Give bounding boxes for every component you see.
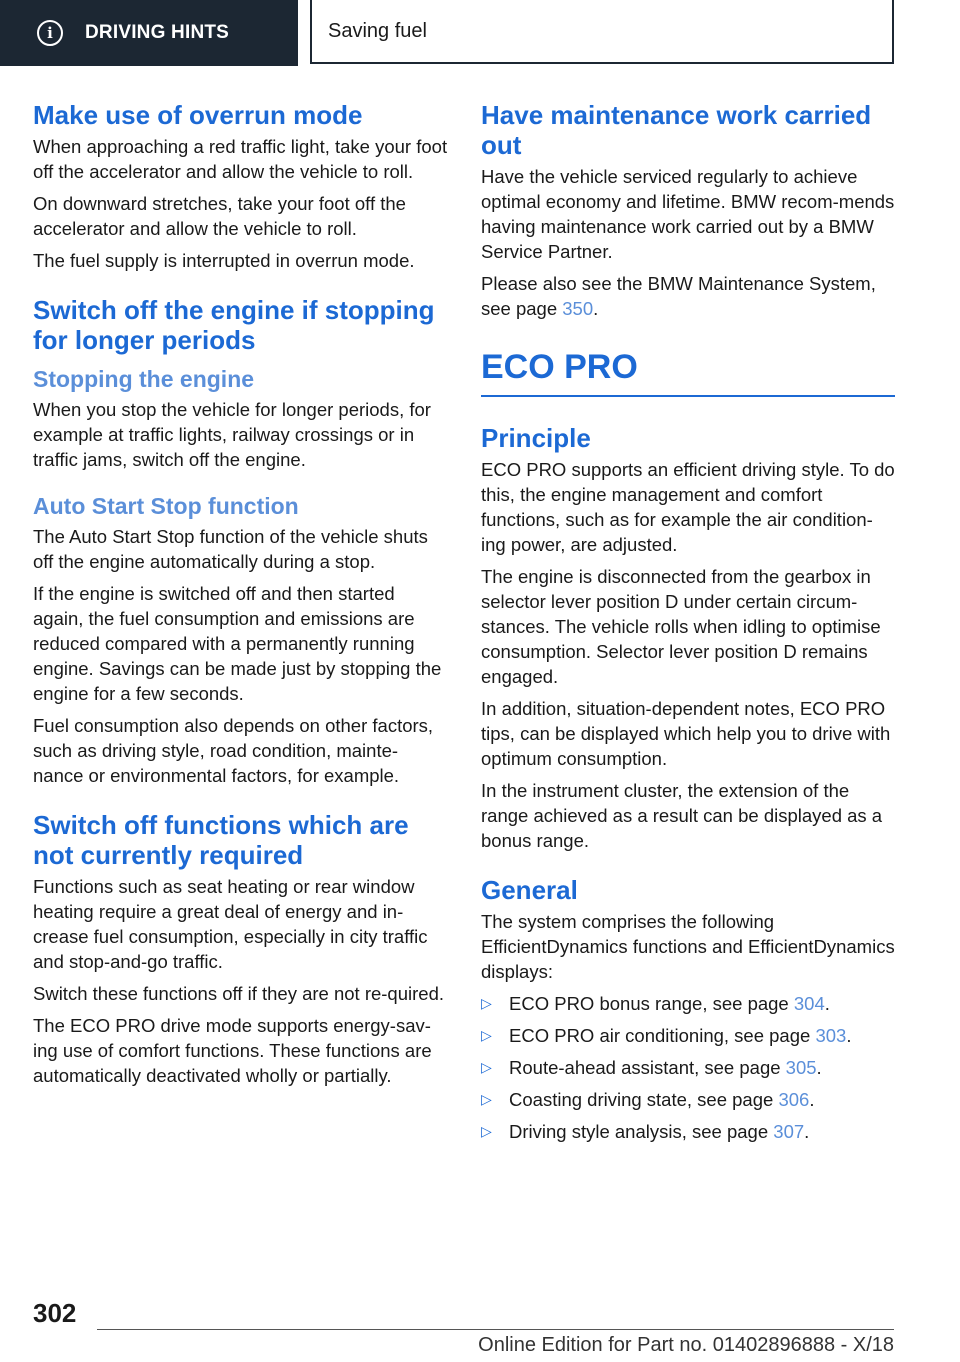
list-item-text: Driving style analysis, see page <box>509 1121 774 1142</box>
function-list <box>481 991 895 1144</box>
section-maintenance <box>481 100 895 321</box>
triangle-bullet-icon: ▷ <box>481 1027 492 1043</box>
subheading-auto-start-stop: Auto Start Stop function <box>33 493 299 519</box>
page-link-350[interactable]: 350 <box>562 298 594 319</box>
right-column <box>481 100 895 1166</box>
heading-switch-off-functions: Switch off functions which are not currently required <box>33 810 409 870</box>
paragraph: In addition, situation-dependent notes, ECO PRO tips, can be displayed which help you to drive with optimum consumption. <box>481 698 891 769</box>
paragraph: The ECO PRO drive mode supports energy-sav-ing use of comfort functions. These functions are automatically deactivated wholly or partially. <box>33 1015 432 1086</box>
triangle-bullet-icon: ▷ <box>481 1123 492 1139</box>
section-switch-off-engine <box>33 295 448 788</box>
info-icon: i <box>37 20 63 46</box>
page-link-303[interactable]: 303 <box>815 1025 847 1046</box>
list-item-text: ECO PRO bonus range, see page <box>509 993 794 1014</box>
heading-general: General <box>481 875 578 905</box>
paragraph: The Auto Start Stop function of the vehicle shuts off the engine automatically during a stop. <box>33 526 428 572</box>
paragraph <box>481 271 895 321</box>
paragraph: When approaching a red traffic light, take your foot off the accelerator and allow the vehicle to roll. <box>33 136 448 182</box>
paragraph: Have the vehicle serviced regularly to achieve optimal economy and lifetime. BMW recom-mends having maintenance work carried out by a BMW Service Partner. <box>481 166 895 262</box>
list-item-end: . <box>809 1089 815 1110</box>
left-column <box>33 100 448 1110</box>
chapter-title-eco-pro: ECO PRO <box>481 347 895 397</box>
section-header-label: Saving fuel <box>328 19 427 42</box>
footer-divider <box>97 1329 894 1330</box>
section-overrun-mode <box>33 100 448 273</box>
list-item-end: . <box>816 1057 822 1078</box>
list-item-end: . <box>824 993 830 1014</box>
list-item-end: . <box>804 1121 810 1142</box>
paragraph-text: Please also see the BMW Maintenance System, see page <box>481 273 876 319</box>
list-item-text: ECO PRO air conditioning, see page <box>509 1025 816 1046</box>
subheading-stopping-engine: Stopping the engine <box>33 366 255 392</box>
heading-switch-off-engine: Switch off the engine if stopping for longer periods <box>33 295 435 355</box>
paragraph: The engine is disconnected from the gearbox in selector lever position D under certain circum-stances. The vehicle rolls when idling to optimise consumption. Selector lever position D remains engaged. <box>481 566 881 687</box>
section-header <box>310 0 894 64</box>
list-item-end: . <box>846 1025 852 1046</box>
list-item <box>481 1055 895 1080</box>
paragraph: ECO PRO supports an efficient driving style. To do this, the engine management and comfort functions, such as for example the air condition-ing power, are adjusted. <box>481 459 895 555</box>
triangle-bullet-icon: ▷ <box>481 995 492 1011</box>
paragraph: When you stop the vehicle for longer periods, for example at traffic lights, railway crossings or in traffic jams, switch off the engine. <box>33 399 431 470</box>
section-principle <box>481 423 895 853</box>
paragraph: The system comprises the following EfficientDynamics functions and EfficientDynamics displays: <box>481 911 895 982</box>
footer-edition: Online Edition for Part no. 01402896888 - X/18 <box>478 1334 894 1356</box>
heading-principle: Principle <box>481 423 591 453</box>
paragraph: Switch these functions off if they are not re-quired. <box>33 983 444 1004</box>
paragraph: Fuel consumption also depends on other factors, such as driving style, road condition, mainte-nance or environmental factors, for example. <box>33 715 434 786</box>
paragraph: If the engine is switched off and then started again, the fuel consumption and emissions are reduced compared with a permanently running engine. Savings can be made just by stopping the engine for a few seconds. <box>33 583 442 704</box>
paragraph: In the instrument cluster, the extension of the range achieved as a result can be displayed as a bonus range. <box>481 780 883 851</box>
heading-maintenance: Have maintenance work carried out <box>481 100 872 160</box>
list-item <box>481 1023 895 1048</box>
page-link-304[interactable]: 304 <box>793 993 825 1014</box>
triangle-bullet-icon: ▷ <box>481 1059 492 1075</box>
list-item-text: Route-ahead assistant, see page <box>509 1057 786 1078</box>
paragraph: The fuel supply is interrupted in overrun mode. <box>33 250 415 271</box>
paragraph: Functions such as seat heating or rear window heating require a great deal of energy and in-crease fuel consumption, especially in city traffic and stop-and-go traffic. <box>33 876 428 972</box>
heading-overrun-mode: Make use of overrun mode <box>33 100 363 130</box>
page-link-305[interactable]: 305 <box>785 1057 817 1078</box>
page-link-307[interactable]: 307 <box>773 1121 805 1142</box>
list-item <box>481 1087 895 1112</box>
section-general <box>481 875 895 1144</box>
chapter-tab-label: DRIVING HINTS <box>85 22 230 43</box>
paragraph-end: . <box>593 298 599 319</box>
page-number: 302 <box>33 1298 77 1328</box>
page-link-306[interactable]: 306 <box>778 1089 810 1110</box>
triangle-bullet-icon: ▷ <box>481 1091 492 1107</box>
section-switch-off-functions <box>33 810 448 1088</box>
list-item <box>481 991 895 1016</box>
chapter-tab <box>0 0 298 66</box>
list-item <box>481 1119 895 1144</box>
list-item-text: Coasting driving state, see page <box>509 1089 779 1110</box>
paragraph: On downward stretches, take your foot off the accelerator and allow the vehicle to roll. <box>33 193 406 239</box>
